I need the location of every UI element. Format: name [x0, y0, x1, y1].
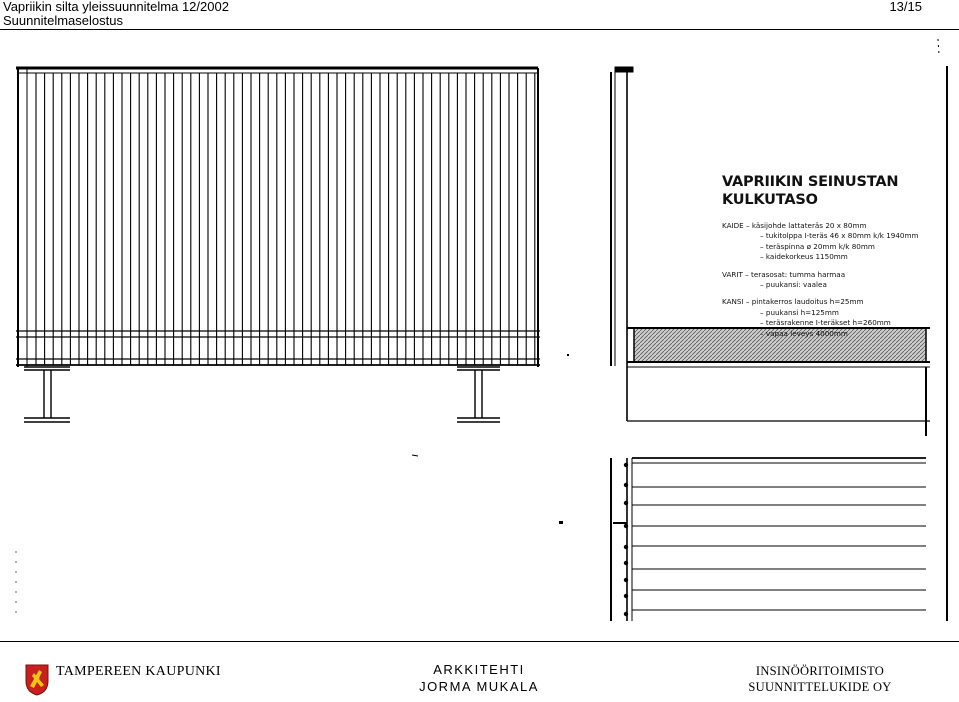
note-kansi-1: KANSI – pintakerros laudoitus h=25mm [722, 297, 864, 307]
section-handrail [615, 67, 633, 72]
note-kansi-4: – vapaa leveys 4000mm [760, 328, 848, 338]
note-vari-2: – puukansi: vaalea [760, 280, 827, 290]
post-anchor-dot [624, 501, 628, 505]
architect-label: ARKKITEHTI [433, 662, 525, 677]
baluster-group [36, 73, 535, 365]
post-anchor-dot [624, 578, 628, 582]
note-kansi-2: – puukansi h=125mm [760, 307, 839, 317]
support-beam-left [24, 367, 70, 422]
city-name: TAMPEREEN KAUPUNKI [56, 664, 221, 679]
drawing-title-line2: KULKUTASO [722, 192, 818, 208]
header-divider [0, 29, 959, 30]
post-anchor-dot [624, 561, 628, 565]
note-kaide-3: – teräspinna ø 20mm k/k 80mm [760, 241, 875, 251]
tampere-coat-of-arms-icon [25, 664, 49, 701]
note-kaide-4: – kaidekorkeus 1150mm [760, 252, 848, 262]
engineer-label: INSINÖÖRITOIMISTO [755, 664, 885, 678]
footer-divider [0, 641, 959, 642]
post-anchor-dot [624, 594, 628, 598]
document-subtitle: Suunnitelmaselostus [3, 13, 123, 28]
page-header [0, 0, 959, 30]
post-anchor-dot [624, 524, 628, 528]
note-vari-1: VARIT – terasosat: tumma harmaa [722, 269, 846, 279]
plan-view [611, 458, 926, 621]
post-anchor-dot [624, 612, 628, 616]
drawing-title-line1: VAPRIIKIN SEINUSTAN [722, 174, 899, 190]
post-anchor-dot [624, 463, 628, 467]
engineer-name: SUUNNITTELUKIDE OY [748, 680, 892, 694]
drawing-notes [722, 173, 952, 339]
note-kaide-2: – tukitolppa I-teräs 46 x 80mm k/k 1940mm [760, 231, 919, 241]
note-kaide-1: KAIDE – käsijohde lattateräs 20 x 80mm [722, 221, 867, 230]
support-beam-right [457, 367, 500, 422]
cross-section [611, 66, 947, 621]
post-anchor-dot [624, 483, 628, 487]
architect-credit [404, 661, 554, 695]
note-kansi-3: – teräsrakenne I-teräkset h=260mm [760, 318, 891, 328]
document-title: Vapriikin silta yleissuunnitelma 12/2002 [3, 0, 229, 14]
page-number: 13/15 [889, 0, 922, 14]
architect-name: JORMA MUKALA [419, 679, 539, 694]
note-list [722, 221, 952, 339]
technical-drawing [0, 31, 959, 641]
engineer-credit [725, 663, 915, 695]
post-anchor-dot [624, 545, 628, 549]
